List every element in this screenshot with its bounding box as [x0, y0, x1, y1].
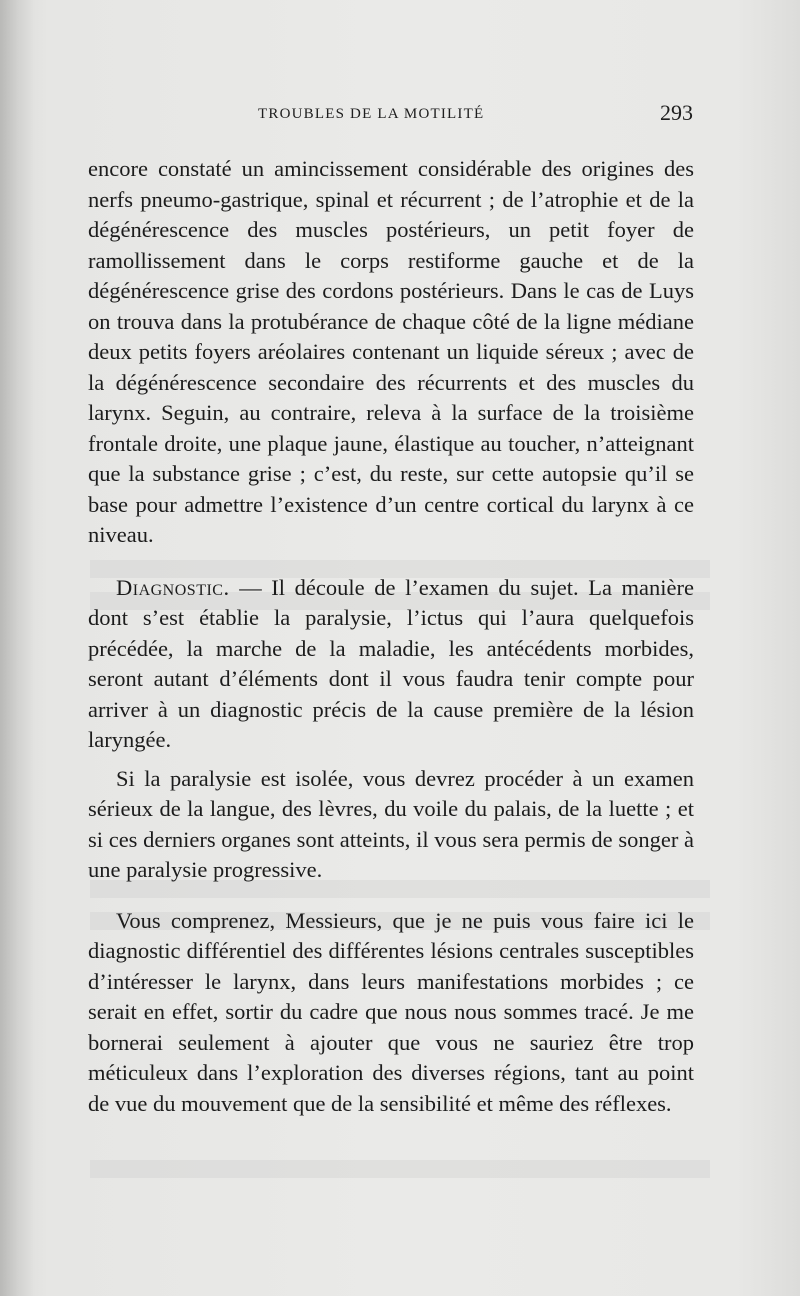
paragraph-isolated-paralysis: Si la paralysie est isolée, vous devrez procéder à un examen sérieux de la langue, des lèvres, du voile du palais, de la luette ; et si ces derniers organes sont atteints, il vous sera permis de songer à une paralysie progressive.: [88, 765, 694, 882]
paragraph-autopsy-findings: encore constaté un amincissement considérable des origines des nerfs pneumo-gastrique, spinal et récurrent ; de l’atrophie et de la dégénérescence des muscles postérieurs, un petit foyer de ramollissement dans le corps restiforme gauche et de la dégénérescence grise des cordons postérieurs. Dans le cas de Luys on trouva dans la protubérance de chaque côté de la ligne médiane deux petits foyers aréolaires contenant un liquide séreux ; avec de la dégénérescence secondaire des récurrents et des muscles du larynx. Seguin, au contraire, releva à la surface de la troisième frontale droite, une plaque jaune, élastique au toucher, n’atteignant que la substance grise ; c’est, du reste, sur cette autopsie qu’il se base pour admettre l’existence d’un centre cortical du larynx à ce niveau.: [88, 156, 694, 547]
running-head: [88, 100, 693, 130]
page-spine-shadow: [0, 0, 34, 1296]
bleed-through-line: [90, 1160, 710, 1178]
paragraph-diagnostic: [88, 573, 694, 756]
running-title: TROUBLES DE LA MOTILITÉ: [258, 106, 485, 122]
section-heading-diagnostic: Diagnostic.: [116, 574, 230, 600]
paragraph-differential-diagnosis: Vous comprenez, Messieurs, que je ne puis vous faire ici le diagnostic différentiel des différentes lésions centrales susceptibles d’intéresser le larynx, dans leurs manifestations morbides ; ce serait en effet, sortir du cadre que nous nous sommes tracé. Je me bornerai seulement à ajouter que vous ne sauriez être trop méticuleux dans l’exploration des diverses régions, tant au point de vue du mouvement que de la sensibilité et même des réflexes.: [88, 907, 694, 1116]
page-number: 293: [660, 100, 693, 125]
body-text: [88, 154, 694, 1119]
paragraph-diagnostic-text: — Il découle de l’examen du sujet. La manière dont s’est établie la paralysie, l’ictus qui l’aura quelquefois précédée, la marche de la maladie, les antécédents morbides, seront autant d’éléments dont il vous faudra tenir compte pour arriver à un diagnostic précis de la cause première de la lésion laryngée.: [88, 574, 694, 752]
